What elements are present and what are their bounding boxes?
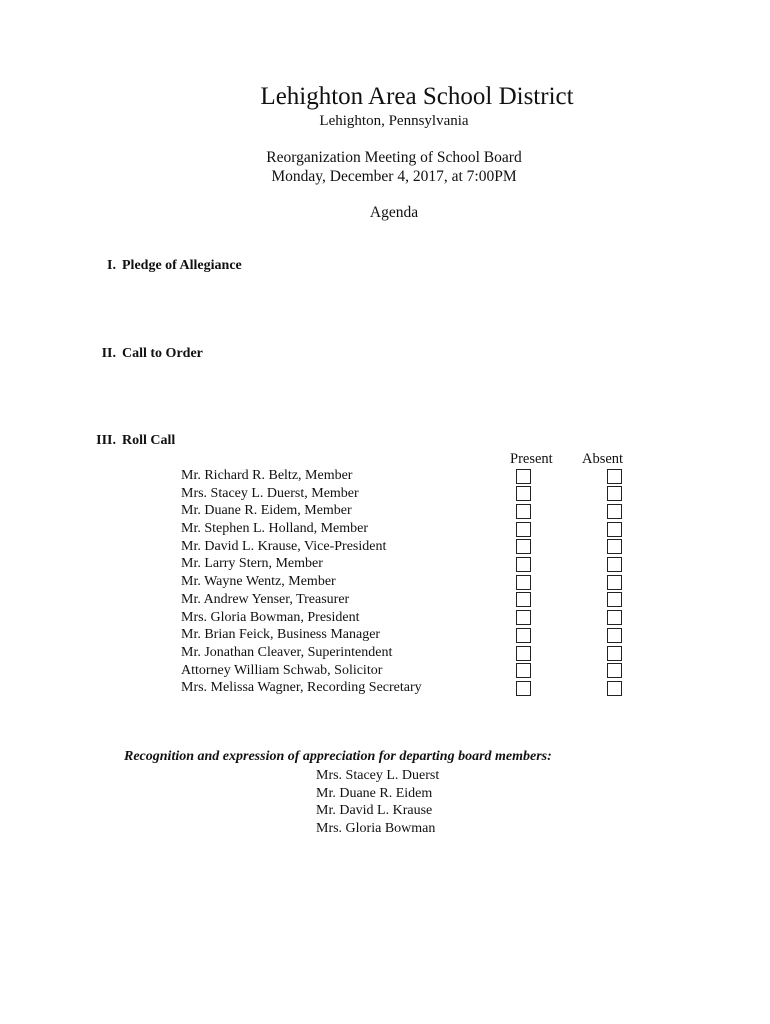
absent-checkbox[interactable] — [607, 628, 622, 643]
roll-call-member: Mr. Richard R. Beltz, Member — [181, 468, 353, 483]
departing-members-list — [316, 767, 439, 838]
departing-member: Mrs. Stacey L. Duerst — [316, 768, 440, 783]
departing-member: Mrs. Gloria Bowman — [316, 821, 436, 837]
roll-call-member: Mr. Andrew Yenser, Treasurer — [181, 591, 350, 607]
absent-checkbox[interactable] — [607, 646, 622, 661]
section-number: III. — [96, 433, 116, 448]
section-label: Pledge of Allegiance — [122, 258, 242, 273]
section-label: Roll Call — [122, 433, 176, 448]
present-checkbox[interactable] — [516, 610, 531, 625]
present-checkbox[interactable] — [516, 628, 531, 643]
section-call-to-order — [84, 346, 203, 362]
present-column-header: Present — [510, 451, 553, 467]
present-checkbox[interactable] — [516, 486, 531, 501]
roll-call-member: Mr. Duane R. Eidem, Member — [181, 503, 352, 519]
present-checkbox[interactable] — [516, 646, 531, 661]
section-number: I. — [107, 258, 116, 273]
absent-checkbox[interactable] — [607, 557, 622, 572]
roll-call-member: Mrs. Gloria Bowman, President — [181, 609, 360, 625]
roll-call-member: Mr. Larry Stern, Member — [181, 556, 323, 572]
present-checkbox[interactable] — [516, 469, 531, 484]
district-location: Lehighton, Pennsylvania — [319, 113, 469, 129]
absent-checkbox[interactable] — [607, 592, 622, 607]
present-checkbox[interactable] — [516, 522, 531, 537]
roll-call-member: Attorney William Schwab, Solicitor — [181, 662, 383, 678]
absent-checkbox[interactable] — [607, 522, 622, 537]
section-number: II. — [101, 346, 116, 361]
absent-checkbox[interactable] — [607, 681, 622, 696]
absent-checkbox[interactable] — [607, 469, 622, 484]
roll-call-member: Mrs. Melissa Wagner, Recording Secretary — [181, 680, 422, 696]
meeting-name: Reorganization Meeting of School Board — [266, 149, 522, 166]
absent-checkbox[interactable] — [607, 486, 622, 501]
roll-call-member: Mrs. Stacey L. Duerst, Member — [181, 485, 359, 501]
absent-checkbox[interactable] — [607, 504, 622, 519]
present-checkbox[interactable] — [516, 592, 531, 607]
absent-checkbox[interactable] — [607, 610, 622, 625]
roll-call-member: Mr. David L. Krause, Vice-President — [181, 538, 387, 554]
section-label: Call to Order — [122, 346, 203, 361]
absent-checkbox[interactable] — [607, 575, 622, 590]
meeting-datetime: Monday, December 4, 2017, at 7:00PM — [271, 168, 517, 185]
roll-call-member: Mr. Stephen L. Holland, Member — [181, 521, 369, 537]
meeting-info — [0, 148, 770, 186]
departing-member: Mr. Duane R. Eidem — [316, 785, 433, 801]
present-checkbox[interactable] — [516, 557, 531, 572]
absent-checkbox[interactable] — [607, 539, 622, 554]
agenda-heading: Agenda — [369, 204, 419, 221]
absent-checkbox[interactable] — [607, 663, 622, 678]
recognition-heading: Recognition and expression of appreciation for departing board members: — [124, 749, 552, 764]
present-checkbox[interactable] — [516, 539, 531, 554]
roll-call-member: Mr. Jonathan Cleaver, Superintendent — [181, 644, 393, 660]
roll-call-list — [181, 467, 422, 697]
present-checkbox[interactable] — [516, 575, 531, 590]
roll-call-member: Mr. Wayne Wentz, Member — [181, 574, 336, 590]
present-checkbox[interactable] — [516, 504, 531, 519]
departing-member: Mr. David L. Krause — [316, 803, 433, 819]
absent-column-header: Absent — [582, 451, 624, 467]
section-pledge — [84, 258, 242, 274]
district-title: Lehighton Area School District — [260, 83, 574, 110]
roll-call-member: Mr. Brian Feick, Business Manager — [181, 627, 381, 643]
present-checkbox[interactable] — [516, 663, 531, 678]
present-checkbox[interactable] — [516, 681, 531, 696]
section-roll-call — [84, 433, 175, 449]
